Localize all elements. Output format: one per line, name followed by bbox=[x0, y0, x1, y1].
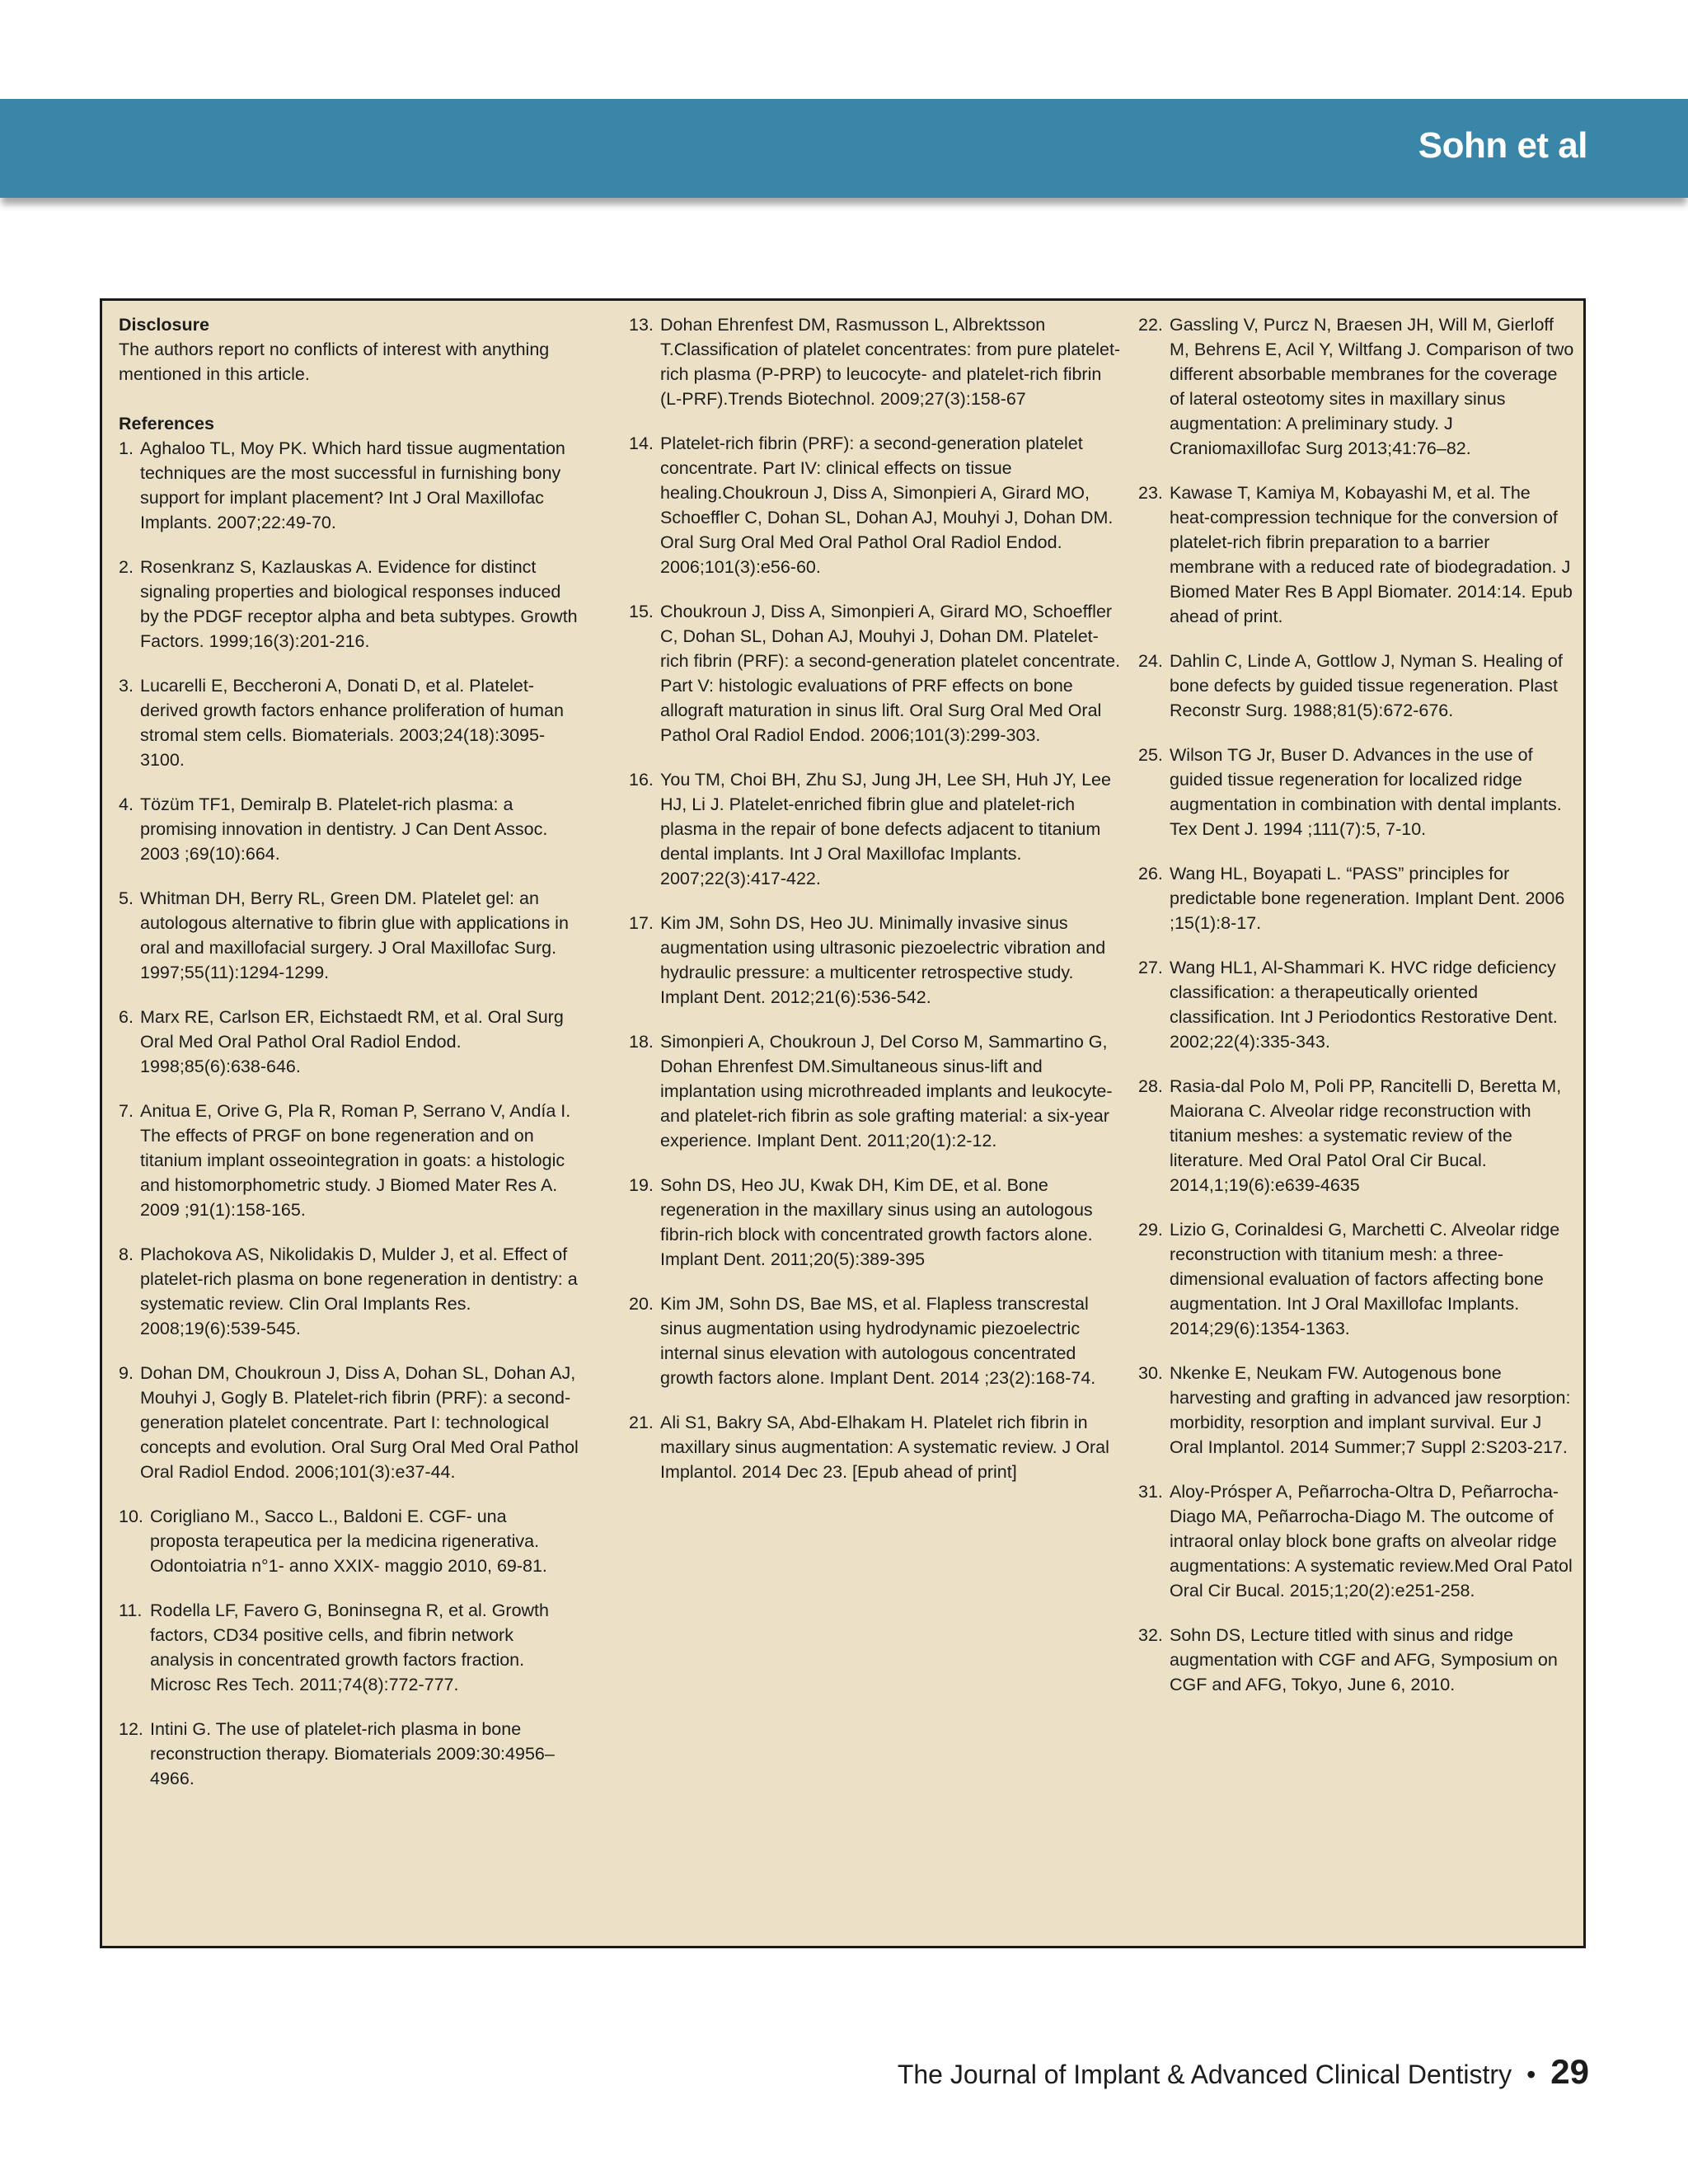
reference-item bbox=[629, 1410, 1123, 1484]
reference-text: Dohan Ehrenfest DM, Rasmusson L, Albrektsson T.Classification of platelet concentrates: from pure platelet-rich plasma (P-PRP) to leucocyte- and platelet-rich fibrin (L-PRF).Trends Biotechnol. 2009;27(3):158-67 bbox=[660, 315, 1121, 409]
reference-text: Aghaloo TL, Moy PK. Which hard tissue augmentation techniques are the most successful in furnishing bony support for implant placement? Int J Oral Maxillofac Implants. 2007;22:49-70. bbox=[140, 438, 565, 532]
reference-list-col2 bbox=[629, 312, 1123, 1484]
reference-item bbox=[629, 312, 1123, 411]
column-2 bbox=[629, 312, 1123, 1504]
reference-text: Ali S1, Bakry SA, Abd-Elhakam H. Platelet rich fibrin in maxillary sinus augmentation: A systematic review. J Oral Implantol. 2014 Dec 23. [Epub ahead of print] bbox=[660, 1413, 1109, 1482]
reference-number: 13. bbox=[629, 315, 654, 335]
reference-item bbox=[1138, 312, 1575, 461]
reference-item bbox=[119, 555, 580, 654]
reference-item bbox=[629, 1173, 1123, 1272]
reference-number: 4. bbox=[119, 794, 134, 814]
reference-text: Sohn DS, Heo JU, Kwak DH, Kim DE, et al. Bone regeneration in the maxillary sinus using an autologous fibrin-rich block with concentrated growth factors alone. Implant Dent. 2011;20(5):389-395 bbox=[660, 1175, 1093, 1269]
reference-text: Kim JM, Sohn DS, Heo JU. Minimally invasive sinus augmentation using ultrasonic piezoelectric vibration and hydraulic pressure: a multicenter retrospective study. Implant Dent. 2012;21(6):536-542. bbox=[660, 913, 1106, 1007]
reference-item bbox=[1138, 743, 1575, 841]
reference-item bbox=[1138, 1217, 1575, 1341]
reference-item bbox=[1138, 1361, 1575, 1460]
reference-text: Lizio G, Corinaldesi G, Marchetti C. Alveolar ridge reconstruction with titanium mesh: a three-dimensional evaluation of factors affecting bone augmentation. Int J Oral Maxillofac Implants. 2014;29(6):1354-1363. bbox=[1170, 1220, 1560, 1338]
reference-list-col1 bbox=[119, 436, 580, 1791]
reference-text: Dohan DM, Choukroun J, Diss A, Dohan SL, Dohan AJ, Mouhyi J, Gogly B. Platelet-rich fibrin (PRF): a second-generation platelet concentrate. Part I: technological concepts and evolution. Oral Surg Oral Med Oral Pathol Oral Radiol Endod. 2006;101(3):e37-44. bbox=[140, 1363, 579, 1482]
reference-list-col3 bbox=[1138, 312, 1575, 1697]
reference-item bbox=[119, 792, 580, 866]
reference-item bbox=[1138, 1074, 1575, 1197]
reference-item bbox=[119, 1504, 580, 1578]
reference-text: You TM, Choi BH, Zhu SJ, Jung JH, Lee SH, Huh JY, Lee HJ, Li J. Platelet-enriched fibrin glue and platelet-rich plasma in the repair of bone defects adjacent to titanium dental implants. Int J Oral Maxillofac Implants. 2007;22(3):417-422. bbox=[660, 770, 1111, 888]
reference-item bbox=[119, 1598, 580, 1697]
reference-text: Corigliano M., Sacco L., Baldoni E. CGF- una proposta terapeutica per la medicina rigenerativa. Odontoiatria n°1- anno XXIX- maggio 2010, 69-81. bbox=[150, 1507, 547, 1576]
reference-number: 23. bbox=[1138, 483, 1163, 503]
reference-text: Dahlin C, Linde A, Gottlow J, Nyman S. Healing of bone defects by guided tissue regeneration. Plast Reconstr Surg. 1988;81(5):672-676. bbox=[1170, 651, 1563, 720]
reference-number: 2. bbox=[119, 557, 134, 577]
reference-number: 6. bbox=[119, 1007, 134, 1027]
references-box bbox=[100, 298, 1586, 1948]
reference-number: 27. bbox=[1138, 958, 1163, 977]
reference-text: Simonpieri A, Choukroun J, Del Corso M, Sammartino G, Dohan Ehrenfest DM.Simultaneous sinus-lift and implantation using microthreaded implants and leukocyte- and platelet-rich fibrin as sole grafting material: a six-year experience. Implant Dent. 2011;20(1):2-12. bbox=[660, 1032, 1113, 1151]
reference-number: 26. bbox=[1138, 864, 1163, 883]
reference-item bbox=[629, 599, 1123, 748]
reference-item bbox=[119, 1717, 580, 1791]
reference-number: 9. bbox=[119, 1363, 134, 1383]
column-3 bbox=[1138, 312, 1575, 1717]
reference-number: 32. bbox=[1138, 1625, 1163, 1645]
reference-number: 10. bbox=[119, 1507, 143, 1526]
disclosure-text: The authors report no conflicts of interest with anything mentioned in this article. bbox=[119, 340, 550, 384]
reference-text: Rosenkranz S, Kazlauskas A. Evidence for distinct signaling properties and biological responses induced by the PDGF receptor alpha and beta subtypes. Growth Factors. 1999;16(3):201-216. bbox=[140, 557, 578, 651]
reference-text: Rodella LF, Favero G, Boninsegna R, et al. Growth factors, CD34 positive cells, and fibrin network analysis in concentrated growth factors fraction. Microsc Res Tech. 2011;74(8):772-777. bbox=[150, 1601, 549, 1694]
reference-text: Kim JM, Sohn DS, Bae MS, et al. Flapless transcrestal sinus augmentation using hydrodynamic piezoelectric internal sinus elevation with autologous concentrated growth factors alone. Implant Dent. 2014 ;23(2):168-74. bbox=[660, 1294, 1096, 1388]
reference-number: 18. bbox=[629, 1032, 654, 1052]
reference-item bbox=[1138, 480, 1575, 629]
reference-number: 16. bbox=[629, 770, 654, 790]
reference-text: Choukroun J, Diss A, Simonpieri A, Girard MO, Schoeffler C, Dohan SL, Dohan AJ, Mouhyi J, Dohan DM. Platelet-rich fibrin (PRF): a second-generation platelet concentrate. Part V: histologic evaluations of PRF effects on bone allograft maturation in sinus lift. Oral Surg Oral Med Oral Pathol Oral Radiol Endod. 2006;101(3):299-303. bbox=[660, 602, 1121, 745]
page-number: 29 bbox=[1550, 2052, 1589, 2091]
column-1 bbox=[119, 312, 580, 1811]
reference-text: Platelet-rich fibrin (PRF): a second-generation platelet concentrate. Part IV: clinical effects on tissue healing.Choukroun J, Diss A, Simonpieri A, Girard MO, Schoeffler C, Dohan SL, Dohan AJ, Mouhyi J, Dohan DM. Oral Surg Oral Med Oral Pathol Oral Radiol Endod. 2006;101(3):e56-60. bbox=[660, 434, 1114, 577]
reference-text: Anitua E, Orive G, Pla R, Roman P, Serrano V, Andía I. The effects of PRGF on bone regeneration and on titanium implant osseointegration in goats: a histologic and histomorphometric study. J Biomed Mater Res A. 2009 ;91(1):158-165. bbox=[140, 1101, 571, 1220]
reference-text: Rasia-dal Polo M, Poli PP, Rancitelli D, Beretta M, Maiorana C. Alveolar ridge reconstruction with titanium meshes: a systematic review of the literature. Med Oral Patol Oral Cir Bucal. 2014,1;19(6):e639-4635 bbox=[1170, 1076, 1562, 1195]
reference-text: Nkenke E, Neukam FW. Autogenous bone harvesting and grafting in advanced jaw resorption: morbidity, resorption and implant survival. Eur J Oral Implantol. 2014 Summer;7 Suppl 2:S203-217. bbox=[1170, 1363, 1571, 1457]
reference-item bbox=[629, 1029, 1123, 1153]
reference-number: 7. bbox=[119, 1101, 134, 1121]
reference-number: 28. bbox=[1138, 1076, 1163, 1096]
reference-number: 21. bbox=[629, 1413, 654, 1432]
reference-item bbox=[1138, 1623, 1575, 1697]
reference-item bbox=[629, 1291, 1123, 1390]
reference-item bbox=[1138, 861, 1575, 935]
reference-text: Wang HL1, Al-Shammari K. HVC ridge deficiency classification: a therapeutically oriented classification. Int J Periodontics Restorative Dent. 2002;22(4):335-343. bbox=[1170, 958, 1558, 1052]
reference-number: 8. bbox=[119, 1244, 134, 1264]
reference-number: 25. bbox=[1138, 745, 1163, 765]
reference-item bbox=[119, 1361, 580, 1484]
reference-item bbox=[119, 673, 580, 772]
reference-text: Gassling V, Purcz N, Braesen JH, Will M, Gierloff M, Behrens E, Acil Y, Wiltfang J. Comparison of two different absorbable membranes for the coverage of lateral osteotomy sites in maxillary sinus augmentation: A preliminary study. J Craniomaxillofac Surg 2013;41:76–82. bbox=[1170, 315, 1574, 458]
reference-item bbox=[119, 1099, 580, 1222]
reference-item bbox=[1138, 955, 1575, 1054]
reference-item bbox=[629, 431, 1123, 579]
footer-bullet: • bbox=[1526, 2060, 1536, 2089]
reference-item bbox=[1138, 649, 1575, 723]
reference-number: 24. bbox=[1138, 651, 1163, 671]
reference-text: Sohn DS, Lecture titled with sinus and ridge augmentation with CGF and AFG, Symposium on CGF and AFG, Tokyo, June 6, 2010. bbox=[1170, 1625, 1558, 1694]
reference-item bbox=[119, 886, 580, 985]
reference-number: 22. bbox=[1138, 315, 1163, 335]
reference-text: Wang HL, Boyapati L. “PASS” principles for predictable bone regeneration. Implant Dent. 2006 ;15(1):8-17. bbox=[1170, 864, 1565, 933]
reference-number: 29. bbox=[1138, 1220, 1163, 1240]
reference-text: Lucarelli E, Beccheroni A, Donati D, et al. Platelet-derived growth factors enhance proliferation of human stromal stem cells. Biomaterials. 2003;24(18):3095-3100. bbox=[140, 676, 564, 770]
reference-text: Tözüm TF1, Demiralp B. Platelet-rich plasma: a promising innovation in dentistry. J Can Dent Assoc. 2003 ;69(10):664. bbox=[140, 794, 548, 864]
reference-number: 12. bbox=[119, 1719, 143, 1739]
journal-name: The Journal of Implant & Advanced Clinical Dentistry bbox=[897, 2060, 1512, 2089]
reference-item bbox=[119, 1242, 580, 1341]
reference-number: 31. bbox=[1138, 1482, 1163, 1502]
reference-number: 30. bbox=[1138, 1363, 1163, 1383]
reference-text: Kawase T, Kamiya M, Kobayashi M, et al. The heat-compression technique for the conversion of platelet-rich fibrin preparation to a barrier membrane with a reduced rate of biodegradation. J Biomed Mater Res B Appl Biomater. 2014:14. Epub ahead of print. bbox=[1170, 483, 1573, 626]
reference-number: 14. bbox=[629, 434, 654, 453]
reference-number: 20. bbox=[629, 1294, 654, 1314]
reference-number: 1. bbox=[119, 438, 134, 458]
reference-text: Whitman DH, Berry RL, Green DM. Platelet gel: an autologous alternative to fibrin glue with applications in oral and maxillofacial surgery. J Oral Maxillofac Surg. 1997;55(11):1294-1299. bbox=[140, 888, 569, 982]
reference-number: 11. bbox=[119, 1601, 143, 1620]
reference-text: Intini G. The use of platelet-rich plasma in bone reconstruction therapy. Biomaterials 2009:30:4956–4966. bbox=[150, 1719, 555, 1788]
reference-text: Wilson TG Jr, Buser D. Advances in the use of guided tissue regeneration for localized ridge augmentation in combination with dental implants. Tex Dent J. 1994 ;111(7):5, 7-10. bbox=[1170, 745, 1562, 839]
reference-text: Marx RE, Carlson ER, Eichstaedt RM, et al. Oral Surg Oral Med Oral Pathol Oral Radiol Endod. 1998;85(6):638-646. bbox=[140, 1007, 564, 1076]
reference-text: Aloy-Prósper A, Peñarrocha-Oltra D, Peñarrocha-Diago MA, Peñarrocha-Diago M. The outcome of intraoral onlay block bone grafts on alveolar ridge augmentations: A systematic review.Med Oral Patol Oral Cir Bucal. 2015;1;20(2):e251-258. bbox=[1170, 1482, 1573, 1601]
reference-item bbox=[629, 767, 1123, 891]
reference-item bbox=[119, 1005, 580, 1079]
reference-number: 5. bbox=[119, 888, 134, 908]
reference-item bbox=[1138, 1479, 1575, 1603]
references-heading: References bbox=[119, 414, 214, 434]
running-head: Sohn et al bbox=[1418, 125, 1587, 166]
page-footer bbox=[898, 2052, 1589, 2092]
reference-number: 15. bbox=[629, 602, 654, 621]
reference-item bbox=[119, 436, 580, 535]
reference-number: 3. bbox=[119, 676, 134, 696]
reference-item bbox=[629, 911, 1123, 1010]
reference-text: Plachokova AS, Nikolidakis D, Mulder J, et al. Effect of platelet-rich plasma on bone regeneration in dentistry: a systematic review. Clin Oral Implants Res. 2008;19(6):539-545. bbox=[140, 1244, 578, 1338]
disclosure-heading: Disclosure bbox=[119, 315, 209, 335]
reference-number: 17. bbox=[629, 913, 654, 933]
reference-number: 19. bbox=[629, 1175, 654, 1195]
